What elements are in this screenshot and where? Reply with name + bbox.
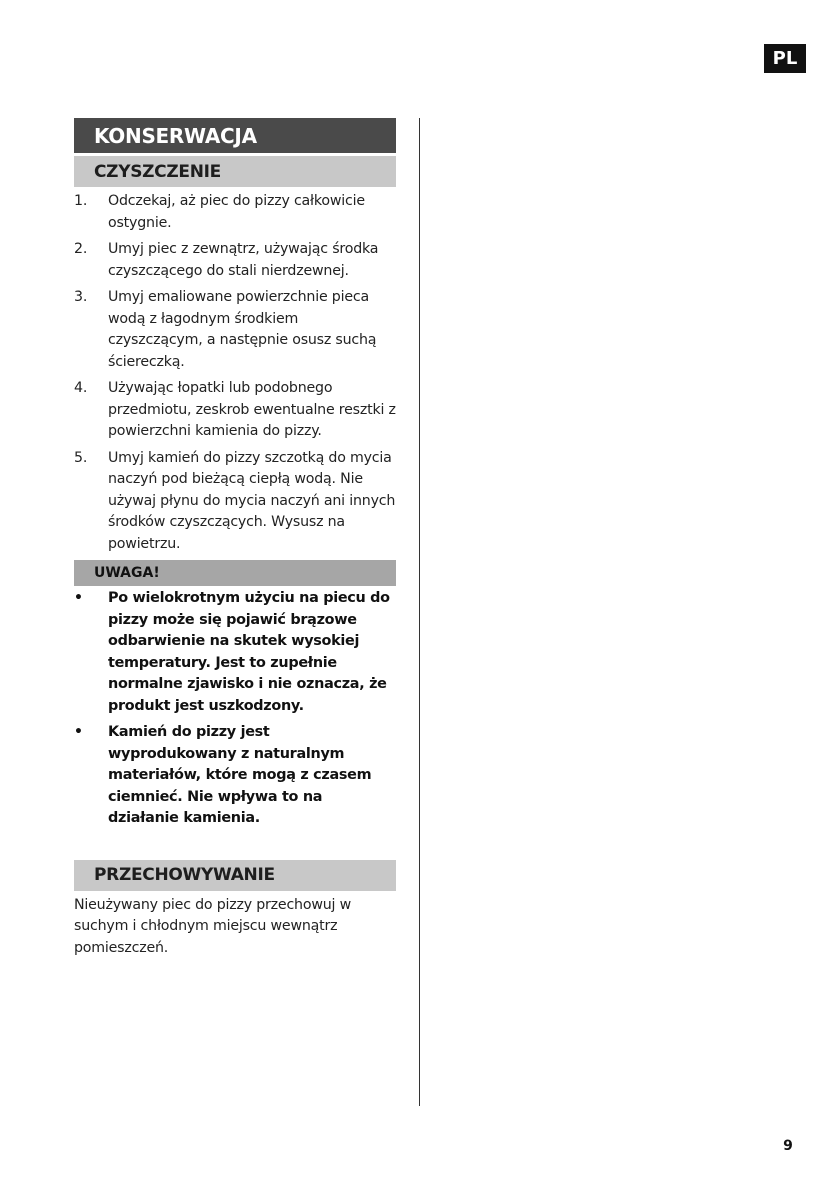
- column-divider: [419, 118, 420, 1106]
- bullet-icon: •: [74, 724, 83, 740]
- step-text: Umyj piec z zewnątrz, używając środka czyszczącego do stali nierdzewnej.: [108, 241, 379, 279]
- step-number: 4.: [74, 380, 88, 396]
- step-number: 3.: [74, 289, 88, 305]
- note-text: Po wielokrotnym użyciu na piecu do pizzy może się pojawić brązowe odbarwienie na skutek wysokiej temperatury. Jest to zupełnie normalne zjawisko i nie oznacza, że produkt jest uszkodzony.: [108, 590, 390, 714]
- step-text: Odczekaj, aż piec do pizzy całkowicie ostygnie.: [108, 193, 365, 231]
- list-item: [74, 287, 396, 373]
- list-item: [74, 239, 396, 282]
- cleaning-steps: [74, 191, 396, 555]
- step-number: 1.: [74, 193, 88, 209]
- step-number: 5.: [74, 449, 88, 466]
- list-item: [74, 722, 396, 830]
- bullet-icon: •: [74, 590, 83, 606]
- list-item: [74, 191, 396, 234]
- step-text: Umyj emaliowane powierzchnie pieca wodą z łagodnym środkiem czyszczącym, a następnie osusz suchą ściereczką.: [108, 289, 377, 370]
- step-text: Używając łopatki lub podobnego przedmiotu, zeskrob ewentualne resztki z powierzchni kamienia do pizzy.: [108, 380, 396, 439]
- list-item: [74, 378, 396, 443]
- note-list: [74, 588, 396, 830]
- list-item: [74, 448, 396, 556]
- step-text: Umyj kamień do pizzy szczotką do mycia naczyń pod bieżącą ciepłą wodą. Nie używaj płynu do mycia naczyń ani innych środków czyszczących. Wysusz na powietrzu.: [108, 449, 396, 552]
- page-number: 9: [783, 1138, 793, 1154]
- step-number: 2.: [74, 241, 88, 257]
- note-heading: UWAGA!: [74, 560, 396, 586]
- language-badge: PL: [764, 44, 806, 73]
- list-item: [74, 588, 396, 717]
- storage-heading: PRZECHOWYWANIE: [74, 860, 396, 891]
- storage-text: Nieużywany piec do pizzy przechowuj w suchym i chłodnym miejscu wewnątrz pomieszczeń.: [74, 896, 351, 956]
- maintenance-section: [74, 118, 396, 959]
- cleaning-heading: CZYSZCZENIE: [74, 156, 396, 187]
- note-text: Kamień do pizzy jest wyprodukowany z naturalnym materiałów, które mogą z czasem ciemnieć. Nie wpływa to na działanie kamienia.: [108, 724, 372, 826]
- section-title: KONSERWACJA: [74, 118, 396, 153]
